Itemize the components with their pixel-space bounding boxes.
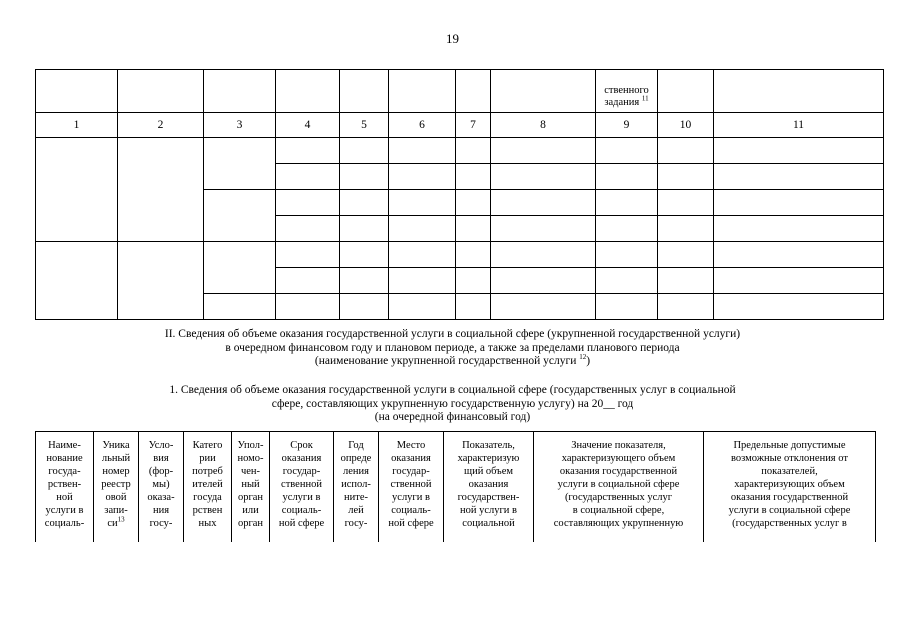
table-cell xyxy=(491,190,596,216)
header-cell xyxy=(456,70,491,113)
header-text: Катего рии потреб ителей госуда рствен ных xyxy=(192,440,223,529)
table-cell xyxy=(658,268,714,294)
col-header-authority xyxy=(232,432,270,542)
services-table-top xyxy=(35,69,884,320)
header-text: Место оказания государ- ственной услуги в социаль- ной сфере xyxy=(388,440,434,529)
table-cell xyxy=(596,190,658,216)
table-cell xyxy=(658,138,714,164)
table-cell xyxy=(204,242,276,294)
table-cell xyxy=(36,242,118,320)
header-cell xyxy=(389,70,456,113)
column-number: 2 xyxy=(118,113,204,138)
section-2-heading xyxy=(0,328,905,369)
header-text: задания xyxy=(604,97,640,108)
table-cell xyxy=(276,242,340,268)
col-header-deviations xyxy=(704,432,876,542)
table-cell xyxy=(276,268,340,294)
table-cell xyxy=(658,190,714,216)
col-header-conditions xyxy=(139,432,184,542)
col-header-indicator-value xyxy=(534,432,704,542)
table-cell xyxy=(456,294,491,320)
table-cell xyxy=(596,242,658,268)
page-number: 19 xyxy=(446,31,459,46)
header-cell xyxy=(276,70,340,113)
heading-line: сфере, составляющих укрупненную государственную услугу) на 20__ год xyxy=(271,397,634,410)
header-text: Упол- номо- чен- ный орган или орган xyxy=(237,440,264,529)
header-cell xyxy=(204,70,276,113)
col-header-place xyxy=(379,432,444,542)
heading-line: II. Сведения об объеме оказания государственной услуги в социальной сфере (укрупненной государственной услуги) xyxy=(164,328,741,340)
table-cell xyxy=(276,294,340,320)
table-cell xyxy=(389,138,456,164)
table-cell xyxy=(456,164,491,190)
table-cell xyxy=(714,216,884,242)
header-cell xyxy=(340,70,389,113)
table-cell xyxy=(658,242,714,268)
column-number: 5 xyxy=(340,113,389,138)
table-cell xyxy=(714,268,884,294)
heading-line: (на очередной финансовый год) xyxy=(374,411,531,423)
col-header-categories xyxy=(184,432,232,542)
table-cell xyxy=(340,164,389,190)
table-cell xyxy=(389,268,456,294)
table-cell xyxy=(596,294,658,320)
table-cell xyxy=(491,268,596,294)
table-cell xyxy=(340,268,389,294)
header-text: Показатель, характеризую щий объем оказания государствен- ной услуги в социальной xyxy=(457,440,520,529)
heading-text: (наименование укрупненной государственной услуги xyxy=(314,355,577,367)
section-1-heading xyxy=(0,384,905,425)
table-cell xyxy=(389,294,456,320)
table-cell xyxy=(276,190,340,216)
table-cell xyxy=(340,294,389,320)
footnote-mark: 11 xyxy=(641,94,649,103)
header-text: Значение показателя, характеризующего объем оказания государственной услуги в социальной сфере (государственных услуг в социальной сфере, составляющих укрупненную xyxy=(553,440,684,529)
table-cell xyxy=(596,268,658,294)
table-cell xyxy=(658,294,714,320)
table-cell xyxy=(714,294,884,320)
header-cell xyxy=(658,70,714,113)
table-cell xyxy=(456,138,491,164)
table-cell xyxy=(456,242,491,268)
table-cell xyxy=(596,138,658,164)
table-cell xyxy=(389,242,456,268)
header-cell-state-task xyxy=(596,70,658,113)
col-header-service-name xyxy=(36,432,94,542)
volume-table xyxy=(35,431,876,542)
table-cell xyxy=(276,138,340,164)
header-cell xyxy=(118,70,204,113)
table-cell xyxy=(714,164,884,190)
table-cell xyxy=(596,216,658,242)
table-cell xyxy=(118,242,204,320)
table-cell xyxy=(714,138,884,164)
header-text: Уника льный номер реестр овой запи- си xyxy=(101,440,131,529)
column-number: 4 xyxy=(276,113,340,138)
column-number: 11 xyxy=(714,113,884,138)
table-cell xyxy=(389,216,456,242)
column-number: 1 xyxy=(36,113,118,138)
header-text: Наиме- нование госуда- рствен- ной услуги в социаль- xyxy=(44,440,85,529)
header-text: Предельные допустимые возможные отклонения от показателей, характеризующих объем оказания государственной услуги в социальной сфере (государственных услуг в xyxy=(728,440,851,529)
table-cell xyxy=(596,164,658,190)
footnote-mark: 12 xyxy=(579,353,587,362)
col-header-term xyxy=(270,432,334,542)
table-cell xyxy=(491,216,596,242)
header-text: ственного xyxy=(604,85,649,96)
heading-text: ) xyxy=(586,355,591,367)
heading-line xyxy=(0,355,905,369)
table-cell xyxy=(491,242,596,268)
table-cell xyxy=(340,190,389,216)
column-number: 10 xyxy=(658,113,714,138)
table-cell xyxy=(389,190,456,216)
table-cell xyxy=(491,294,596,320)
column-number: 6 xyxy=(389,113,456,138)
footnote-mark: 13 xyxy=(117,515,125,524)
header-text: Усло- вия (фор- мы) оказа- ния госу- xyxy=(147,440,175,529)
column-number: 8 xyxy=(491,113,596,138)
table-cell xyxy=(491,164,596,190)
heading-line: 1. Сведения об объеме оказания государственной услуги в социальной сфере (государственных услуг в социальной xyxy=(169,384,736,396)
col-header-year xyxy=(334,432,379,542)
table-cell xyxy=(340,216,389,242)
table-cell xyxy=(658,164,714,190)
table-cell xyxy=(204,138,276,190)
column-number: 7 xyxy=(456,113,491,138)
column-number: 9 xyxy=(596,113,658,138)
table-cell xyxy=(340,242,389,268)
table-cell xyxy=(204,190,276,242)
table-cell xyxy=(491,138,596,164)
col-header-indicator xyxy=(444,432,534,542)
heading-line: в очередном финансовом году и плановом периоде, а также за пределами планового периода xyxy=(225,341,680,354)
table-cell xyxy=(204,294,276,320)
table-cell xyxy=(456,268,491,294)
header-text: Год опреде ления испол- ните- лей госу- xyxy=(340,440,372,529)
header-cell xyxy=(36,70,118,113)
table-cell xyxy=(456,216,491,242)
table-cell xyxy=(714,242,884,268)
table-cell xyxy=(456,190,491,216)
table-cell xyxy=(276,216,340,242)
table-cell xyxy=(276,164,340,190)
column-number: 3 xyxy=(204,113,276,138)
table-cell xyxy=(118,138,204,242)
header-text: Срок оказания государ- ственной услуги в социаль- ной сфере xyxy=(278,440,325,529)
col-header-registry-number xyxy=(94,432,139,542)
table-cell xyxy=(714,190,884,216)
table-cell xyxy=(389,164,456,190)
table-cell xyxy=(340,138,389,164)
table-cell xyxy=(658,216,714,242)
header-cell xyxy=(714,70,884,113)
header-cell xyxy=(491,70,596,113)
table-cell xyxy=(36,138,118,242)
